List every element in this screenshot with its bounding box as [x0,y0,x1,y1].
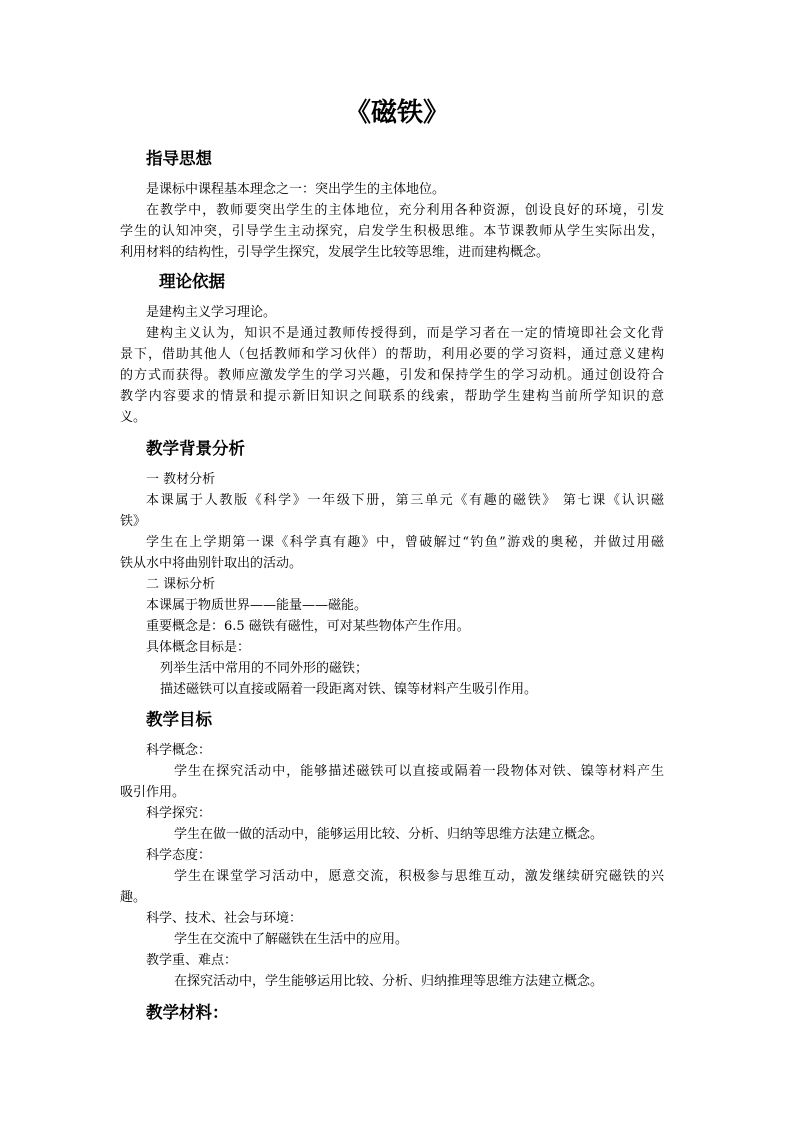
goal-label: 教学重、难点： [146,953,238,968]
paragraph-line: 学生的认知冲突，引导学生主动探究，启发学生积极思维。本节课教师从学生实际出发， [120,224,664,239]
paragraph-line: 学生在做一做的活动中，能够运用比较、分析、归纳等思维方法建立概念。 [174,827,604,842]
paragraph-line: 铁从水中将曲别针取出的活动。 [120,556,303,571]
paragraph-line: 在教学中，教师要突出学生的主体地位，充分利用各种资源，创设良好的环境，引发 [146,203,664,218]
goal-label: 科学探究： [146,806,212,821]
paragraph-line: 具体概念目标是： [146,640,251,655]
paragraph-line: 的方式而获得。教师应激发学生的学习兴趣，引发和保持学生的学习动机。通过创设符合 [120,368,664,383]
subheading-textbook-analysis: 一 教材分析 [146,472,216,487]
paragraph-line: 是课标中课程基本理念之一：突出学生的主体地位。 [146,182,446,197]
paragraph-line: 景下，借助其他人（包括教师和学习伙伴）的帮助，利用必要的学习资料，通过意义建构 [120,347,664,362]
paragraph-line: 是建构主义学习理论。 [146,305,277,320]
goal-label: 科学态度： [146,848,212,863]
paragraph-line: 建构主义认为，知识不是通过教师传授得到，而是学习者在一定的情境即社会文化背 [146,326,664,341]
heading-theoretical-basis: 理论依据 [159,272,225,291]
heading-guiding-ideology: 指导思想 [146,149,212,168]
paragraph-line: 教学内容要求的情景和提示新旧知识之间联系的线索，帮助学生建构当前所学知识的意 [120,389,664,404]
heading-teaching-background: 教学背景分析 [146,439,245,458]
goal-label: 科学概念： [146,743,212,758]
paragraph-line: 义。 [120,410,147,425]
paragraph-line: 本课属于物质世界——能量——磁能。 [146,598,368,613]
paragraph-line: 本课属于人教版《科学》一年级下册，第三单元《有趣的磁铁》 第七课《认识磁 [146,493,664,508]
paragraph-line: 利用材料的结构性，引导学生探究，发展学生比较等思维，进而建构概念。 [120,245,550,260]
paragraph-line: 趣。 [120,890,147,905]
heading-teaching-materials: 教学材料： [146,1003,229,1022]
paragraph-line: 重要概念是：6.5 磁铁有磁性，可对某些物体产生作用。 [146,619,470,634]
paragraph-line: 学生在交流中了解磁铁在生活中的应用。 [174,932,409,947]
paragraph-line: 吸引作用。 [120,785,186,800]
document-title: 《磁铁》 [344,98,449,128]
subheading-curriculum-analysis: 二 课标分析 [146,577,216,592]
list-item: 描述磁铁可以直接或隔着一段距离对铁、镍等材料产生吸引作用。 [160,682,538,697]
paragraph-line: 学生在上学期第一课《科学真有趣》中，曾破解过“钓鱼”游戏的奥秘，并做过用磁 [146,535,664,550]
paragraph-line: 在探究活动中，学生能够运用比较、分析、归纳推理等思维方法建立概念。 [174,974,604,989]
goal-label: 科学、技术、社会与环境： [146,911,303,926]
paragraph-line: 学生在探究活动中，能够描述磁铁可以直接或隔着一段物体对铁、镍等材料产生 [174,764,664,779]
heading-teaching-goals: 教学目标 [146,710,212,729]
paragraph-line: 铁》 [120,514,147,529]
list-item: 列举生活中常用的不同外形的磁铁； [160,661,369,676]
paragraph-line: 学生在课堂学习活动中，愿意交流，积极参与思维互动，激发继续研究磁铁的兴 [174,869,664,884]
